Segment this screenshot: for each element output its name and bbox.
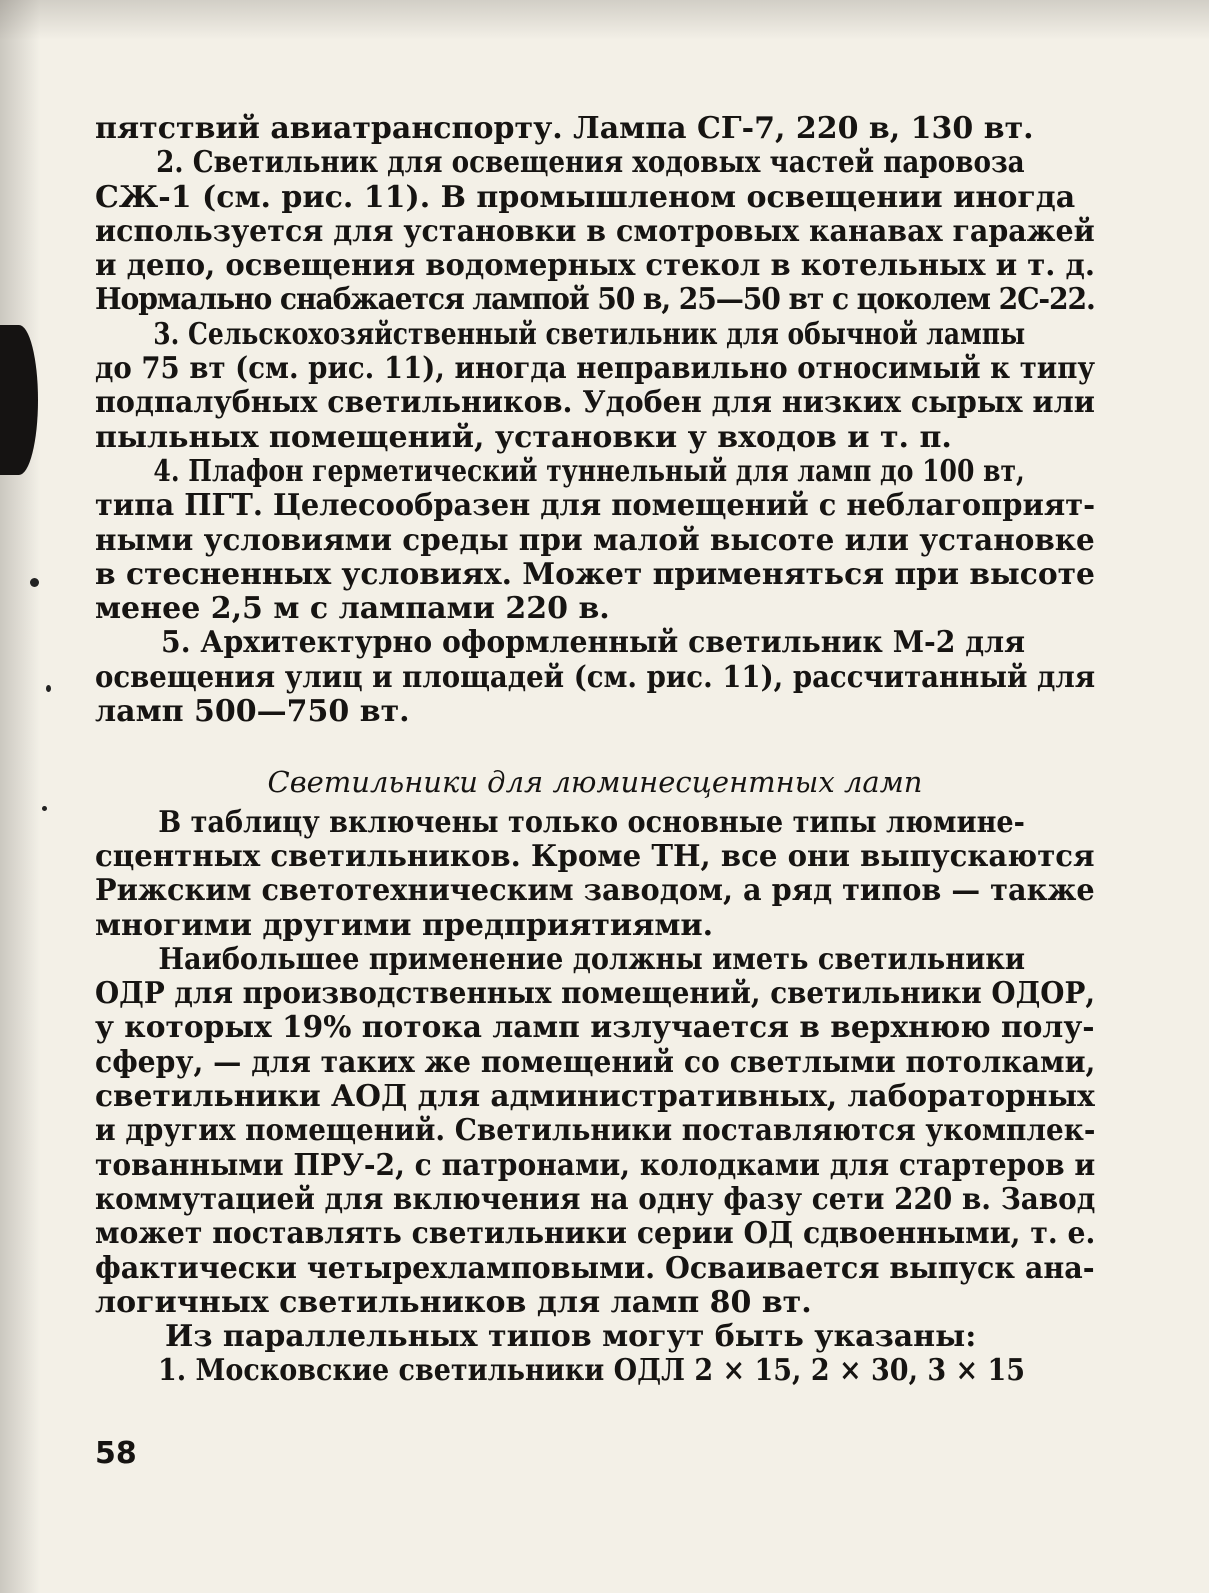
scan-edge-top [0,0,1209,40]
speck [30,578,39,587]
text-line: Наибольшее применение должны иметь светильники [158,941,1026,977]
binding-shadow [0,325,38,475]
text-line: светильники АОД для административных, лабораторных [95,1079,1095,1115]
text-line: многими другими предприятиями. [95,907,714,943]
text-line: 4. Плафон герметический туннельный для ламп до 100 вт, [153,453,1025,489]
text-line: ОДР для производственных помещений, светильники ОДОР, [95,976,1095,1012]
text-line: коммутацией для включения на одну фазу сети 220 в. Завод [95,1181,1096,1217]
text-line: 1. Московские светильники ОДЛ 2 × 15, 2 × 30, 3 × 15 [157,1353,1026,1389]
text-line: и депо, освещения водомерных стекол в котельных и т. д. [95,248,1095,284]
text-line: 3. Сельскохозяйственный светильник для обычной лампы [153,316,1026,352]
page-text [95,112,1095,1389]
text-line: освещения улиц и площадей (см. рис. 11), рассчитанный для [95,659,1096,695]
text-line: Рижским светотехническим заводом, а ряд типов — также [95,873,1095,909]
text-line: у которых 19% потока ламп излучается в верхнюю полу- [95,1010,1095,1046]
speck [42,806,47,811]
text-line: ными условиями среды при малой высоте или установке [95,522,1095,558]
text-line: сцентных светильников. Кроме ТН, все они выпускаются [95,838,1095,874]
section-heading: Светильники для люминесцентных ламп [267,765,923,800]
text-line: Из параллельных типов могут быть указаны: [165,1319,977,1355]
text-line: типа ПГТ. Целесообразен для помещений с неблагоприят- [95,488,1096,524]
text-line: может поставлять светильники серии ОД сдвоенными, т. е. [95,1216,1096,1252]
text-line: В таблицу включены только основные типы люмине- [158,804,1025,840]
text-line: 2. Светильник для освещения ходовых частей паровоза [156,145,1025,181]
text-line: сферу, — для таких же помещений со светлыми потолками, [95,1044,1096,1080]
text-line: 5. Архитектурно оформленный светильник М-2 для [161,625,1026,661]
text-line: менее 2,5 м с лампами 220 в. [95,591,610,627]
text-line: тованными ПРУ-2, с патронами, колодками для стартеров и [95,1147,1096,1183]
text-line: и других помещений. Светильники поставляются укомплек- [95,1113,1096,1149]
text-line: ламп 500—750 вт. [95,694,410,730]
text-line: СЖ-1 (см. рис. 11). В промышленом освещении иногда [95,179,1076,215]
text-line: до 75 вт (см. рис. 11), иногда неправильно относимый к типу [95,351,1096,387]
text-line: Нормально снабжается лампой 50 в, 25—50 вт с цоколем 2С-22. [95,282,1095,318]
text-line: подпалубных светильников. Удобен для низких сырых или [95,385,1095,421]
page-number: 58 [95,1436,137,1471]
text-line: в стесненных условиях. Может применяться при высоте [95,556,1095,592]
text-line: фактически четырехламповыми. Осваивается выпуск ана- [95,1250,1095,1286]
scan-edge-left [0,0,40,1593]
text-line: логичных светильников для ламп 80 вт. [95,1284,812,1320]
text-line: пятствий авиатранспорту. Лампа СГ-7, 220 в, 130 вт. [95,111,1034,146]
text-line: пыльных помещений, установки у входов и т. п. [95,419,952,455]
text-line: используется для установки в смотровых канавах гаражей [95,213,1095,249]
speck [46,685,51,692]
